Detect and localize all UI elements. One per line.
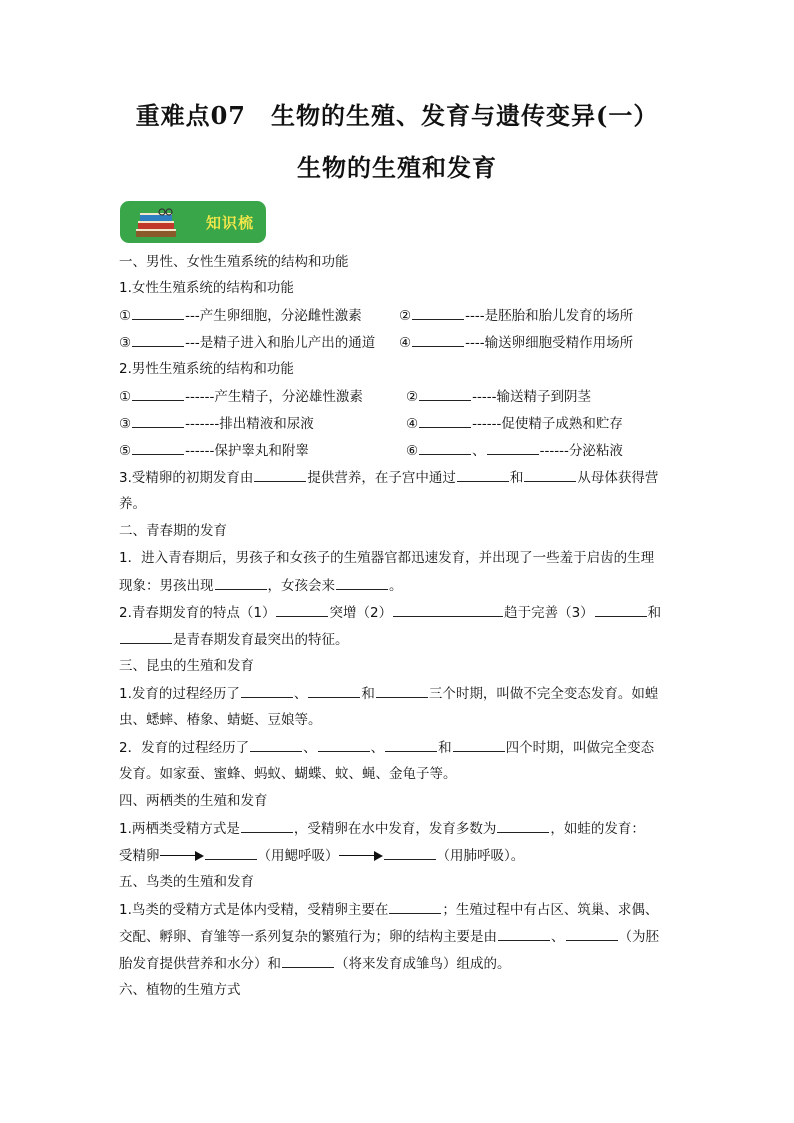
answer-blank[interactable] <box>205 845 257 860</box>
puberty-p2-line-1: 2.青春期发育的特点（1） 突增（2） 趋于完善（3） 和 <box>119 602 661 623</box>
puberty-p1-line-2: 现象：男孩出现 ，女孩会来 。 <box>119 575 403 596</box>
answer-blank[interactable] <box>419 413 471 428</box>
answer-blank[interactable] <box>282 953 334 968</box>
answer-blank[interactable] <box>419 440 471 455</box>
answer-blank[interactable] <box>385 737 437 752</box>
puberty-p1-line-1: 1．进入青春期后，男孩子和女孩子的生殖器官都迅速发育，并出现了一些羞于启齿的生理 <box>119 550 655 566</box>
answer-blank[interactable] <box>318 737 370 752</box>
insect-p2-line-2: 发育。如家蚕、蜜蜂、蚂蚁、蝴蝶、蚊、蝇、金龟子等。 <box>119 766 457 782</box>
male-subheading: 2.男性生殖系统的结构和功能 <box>119 361 294 377</box>
male-item-2: ② -----输送精子到阴茎 <box>406 386 591 407</box>
answer-blank[interactable] <box>487 440 539 455</box>
books-icon <box>132 207 180 239</box>
answer-blank[interactable] <box>132 332 184 347</box>
answer-blank[interactable] <box>132 440 184 455</box>
section-5-heading: 五、鸟类的生殖和发育 <box>119 874 254 890</box>
answer-blank[interactable] <box>336 575 388 590</box>
badge-label: 知识梳 <box>206 214 255 232</box>
section-3-heading: 三、昆虫的生殖和发育 <box>119 658 254 674</box>
female-item-1: ① ---产生卵细胞，分泌雌性激素 <box>119 305 362 326</box>
male-item-1: ① ------产生精子，分泌雄性激素 <box>119 386 363 407</box>
male-item-6: ⑥ 、 ------分泌粘液 <box>406 440 623 461</box>
answer-blank[interactable] <box>412 305 464 320</box>
answer-blank[interactable] <box>376 683 428 698</box>
male-item-4: ④ ------促使精子成熟和贮存 <box>406 413 623 434</box>
female-subheading: 1.女性生殖系统的结构和功能 <box>119 280 294 296</box>
answer-blank[interactable] <box>453 737 505 752</box>
insect-p2-line-1: 2．发育的过程经历了 、 、 和 四个时期，叫做完全变态 <box>119 737 654 758</box>
answer-blank[interactable] <box>254 467 306 482</box>
knowledge-badge <box>120 201 266 243</box>
amphibian-p2: 受精卵 （用鳃呼吸） （用肺呼吸）。 <box>119 845 524 866</box>
answer-blank[interactable] <box>308 683 360 698</box>
answer-blank[interactable] <box>497 818 549 833</box>
section-4-heading: 四、两栖类的生殖和发育 <box>119 793 268 809</box>
answer-blank[interactable] <box>566 926 618 941</box>
embryo-nutrition-line-2: 养。 <box>119 496 146 512</box>
female-item-2: ② ----是胚胎和胎儿发育的场所 <box>399 305 633 326</box>
insect-p1-line-2: 虫、蟋蟀、椿象、蜻蜓、豆娘等。 <box>119 712 322 728</box>
answer-blank[interactable] <box>384 845 436 860</box>
answer-blank[interactable] <box>389 899 441 914</box>
answer-blank[interactable] <box>393 602 503 617</box>
bird-p1-line-1: 1.鸟类的受精方式是体内受精，受精卵主要在 ；生殖过程中有占区、筑巢、求偶、 <box>119 899 658 920</box>
section-2-heading: 二、青春期的发育 <box>119 523 227 539</box>
answer-blank[interactable] <box>215 575 267 590</box>
answer-blank[interactable] <box>241 818 293 833</box>
answer-blank[interactable] <box>524 467 576 482</box>
arrow-icon <box>160 851 204 861</box>
answer-blank[interactable] <box>241 683 293 698</box>
answer-blank[interactable] <box>120 629 172 644</box>
answer-blank[interactable] <box>457 467 509 482</box>
answer-blank[interactable] <box>412 332 464 347</box>
answer-blank[interactable] <box>498 926 550 941</box>
answer-blank[interactable] <box>132 413 184 428</box>
answer-blank[interactable] <box>276 602 328 617</box>
puberty-p2-line-2: 是青春期发育最突出的特征。 <box>119 629 349 650</box>
answer-blank[interactable] <box>595 602 647 617</box>
embryo-nutrition-line-1: 3.受精卵的初期发育由 提供营养，在子宫中通过 和 从母体获得营 <box>119 467 658 488</box>
amphibian-p1: 1.两栖类受精方式是 ，受精卵在水中发育，发育多数为 ，如蛙的发育： <box>119 818 645 839</box>
answer-blank[interactable] <box>132 305 184 320</box>
bird-p1-line-3: 胎发育提供营养和水分）和 （将来发育成雏鸟）组成的。 <box>119 953 511 974</box>
female-item-4: ④ ----输送卵细胞受精作用场所 <box>399 332 633 353</box>
page-title: 重难点07 生物的生殖、发育与遗传变异(一） <box>135 101 659 130</box>
answer-blank[interactable] <box>132 386 184 401</box>
insect-p1-line-1: 1.发育的过程经历了 、 和 三个时期，叫做不完全变态发育。如蝗 <box>119 683 658 704</box>
arrow-icon <box>339 851 383 861</box>
section-1-heading: 一、男性、女性生殖系统的结构和功能 <box>119 254 349 270</box>
section-6-heading: 六、植物的生殖方式 <box>119 982 241 998</box>
answer-blank[interactable] <box>250 737 302 752</box>
male-item-3: ③ -------排出精液和尿液 <box>119 413 314 434</box>
female-item-3: ③ ---是精子进入和胎儿产出的通道 <box>119 332 375 353</box>
page-subtitle: 生物的生殖和发育 <box>297 153 497 182</box>
bird-p1-line-2: 交配、孵卵、育雏等一系列复杂的繁殖行为；卵的结构主要是由 、 （为胚 <box>119 926 659 947</box>
male-item-5: ⑤ ------保护睾丸和附睾 <box>119 440 309 461</box>
answer-blank[interactable] <box>419 386 471 401</box>
